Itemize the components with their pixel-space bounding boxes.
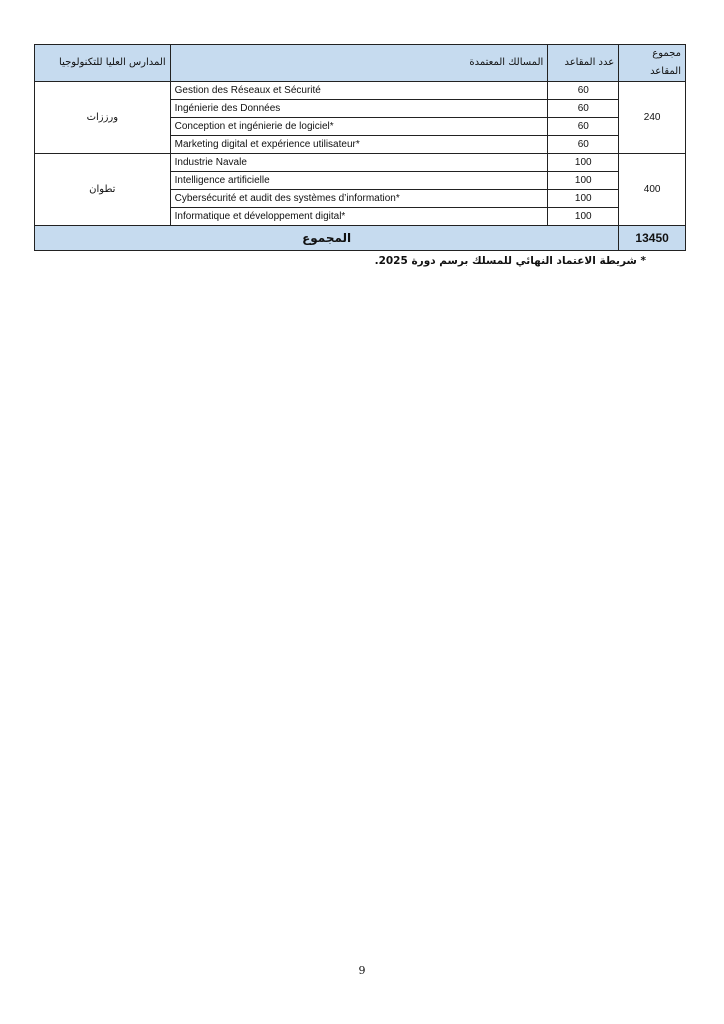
track-name-cell: Industrie Navale: [170, 154, 548, 172]
footnote: * شريطة الاعتماد النهائي للمسلك برسم دورة 2025.: [374, 255, 646, 267]
group-total-cell: 240: [619, 82, 686, 154]
track-name-cell: Conception et ingénierie de logiciel*: [170, 118, 548, 136]
table-row: [35, 154, 686, 172]
sum-row: [35, 226, 686, 251]
header-school: المدارس العليا للتكنولوجيا: [35, 45, 171, 82]
seat-count-cell: 100: [548, 190, 619, 208]
track-name-cell: Marketing digital et expérience utilisateur*: [170, 136, 548, 154]
header-total-seats: مجموع المقاعد: [619, 45, 686, 82]
school-name-cell: ورززات: [35, 82, 171, 154]
track-name-cell: Gestion des Réseaux et Sécurité: [170, 82, 548, 100]
seat-count-cell: 100: [548, 154, 619, 172]
header-seat-count: عدد المقاعد: [548, 45, 619, 82]
track-name-cell: Informatique et développement digital*: [170, 208, 548, 226]
table-row: [35, 82, 686, 100]
seat-count-cell: 60: [548, 118, 619, 136]
header-row: [35, 45, 686, 82]
seat-count-cell: 60: [548, 82, 619, 100]
school-name-cell: تطوان: [35, 154, 171, 226]
sum-value: 13450: [619, 226, 686, 251]
group-total-cell: 400: [619, 154, 686, 226]
seat-count-cell: 100: [548, 208, 619, 226]
seats-table: [34, 44, 686, 251]
seat-count-cell: 60: [548, 136, 619, 154]
track-name-cell: Ingénierie des Données: [170, 100, 548, 118]
track-name-cell: Intelligence artificielle: [170, 172, 548, 190]
page-number: 9: [358, 964, 366, 977]
sum-label: المجموع: [35, 226, 619, 251]
header-tracks: المسالك المعتمدة: [170, 45, 548, 82]
seat-count-cell: 60: [548, 100, 619, 118]
seat-count-cell: 100: [548, 172, 619, 190]
track-name-cell: Cybersécurité et audit des systèmes d’information*: [170, 190, 548, 208]
